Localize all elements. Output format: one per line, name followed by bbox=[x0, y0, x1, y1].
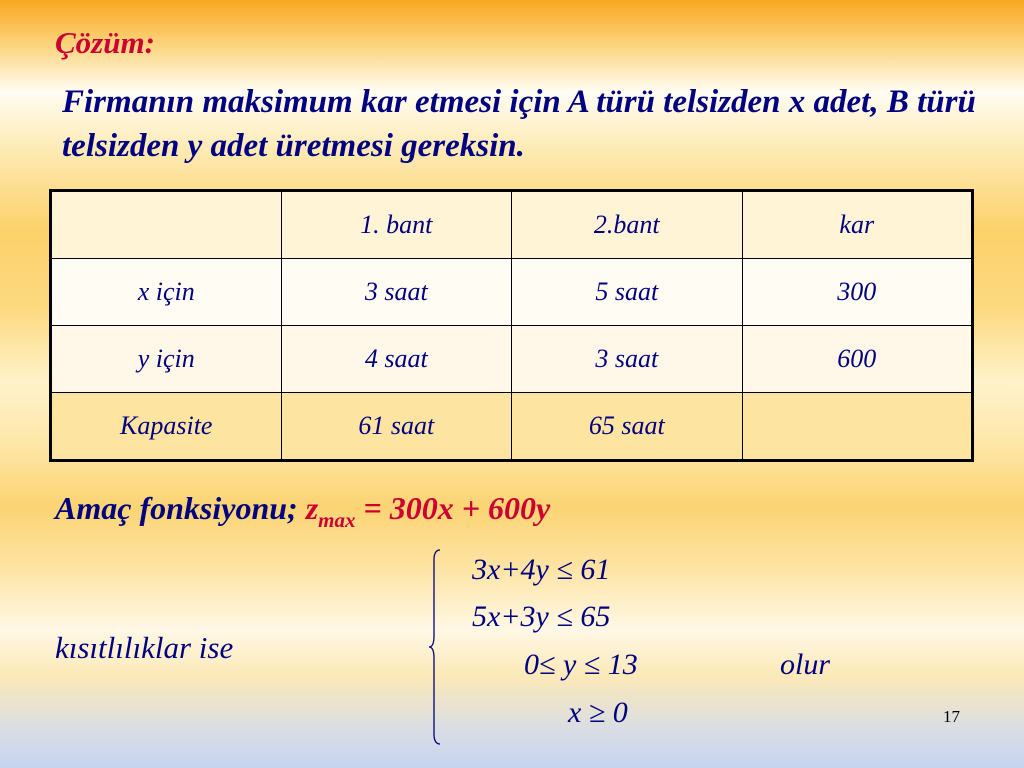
objective-function bbox=[55, 490, 550, 533]
intro-text: Firmanın maksimum kar etmesi için A türü telsizden x adet, B türü telsizden y adet üretmesi gereksin. bbox=[62, 84, 976, 164]
objective-subscript: max bbox=[318, 508, 356, 532]
table-row bbox=[51, 326, 973, 393]
table-header-cell: kar bbox=[742, 191, 973, 259]
table-cell bbox=[742, 393, 973, 461]
table-cell: 65 saat bbox=[512, 393, 743, 461]
table-row-label: Kapasite bbox=[51, 393, 282, 461]
objective-expression: = 300x + 600y bbox=[355, 490, 551, 526]
table-row-label: x için bbox=[51, 259, 282, 326]
table-row bbox=[51, 191, 973, 259]
data-table bbox=[49, 189, 974, 462]
table-cell bbox=[51, 191, 282, 259]
page-number: 17 bbox=[943, 707, 960, 726]
table-cell: 4 saat bbox=[281, 326, 512, 393]
objective-label: Amaç fonksiyonu; bbox=[55, 490, 298, 526]
table-cell: 300 bbox=[742, 259, 973, 326]
left-brace-icon bbox=[428, 548, 444, 746]
constraints-suffix: olur bbox=[780, 648, 831, 681]
table-cell: 5 saat bbox=[512, 259, 743, 326]
constraint-line: 5x+3y ≤ 65 bbox=[472, 600, 611, 633]
table-cell: 61 saat bbox=[281, 393, 512, 461]
table-cell: 600 bbox=[742, 326, 973, 393]
table-row bbox=[51, 393, 973, 461]
objective-formula bbox=[305, 490, 551, 532]
table-header-cell: 1. bant bbox=[281, 191, 512, 259]
slide-heading: Çözüm: bbox=[55, 25, 155, 60]
constraint-line: 0≤ y ≤ 13 bbox=[524, 648, 638, 681]
table-header-cell: 2.bant bbox=[512, 191, 743, 259]
table-row bbox=[51, 259, 973, 326]
table-cell: 3 saat bbox=[281, 259, 512, 326]
objective-variable: z bbox=[305, 490, 319, 526]
constraint-line: x ≥ 0 bbox=[568, 696, 628, 729]
table-cell: 3 saat bbox=[512, 326, 743, 393]
constraints-label: kısıtlılıklar ise bbox=[55, 630, 234, 665]
table-row-label: y için bbox=[51, 326, 282, 393]
constraint-line: 3x+4y ≤ 61 bbox=[472, 553, 611, 586]
